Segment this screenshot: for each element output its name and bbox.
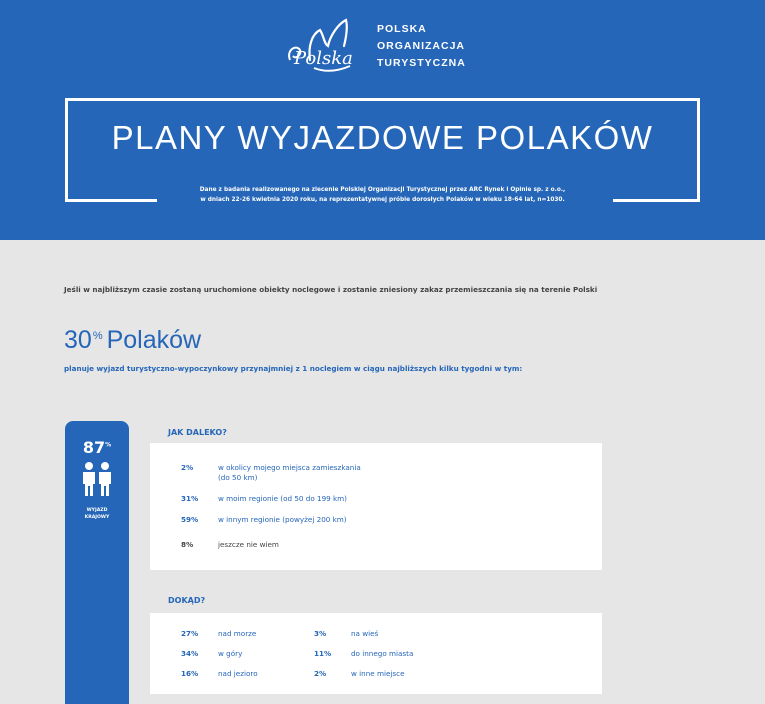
header-banner <box>0 0 765 240</box>
distance-percent: 31% <box>181 494 199 503</box>
destination-row <box>181 649 311 659</box>
destination-label: nad jezioro <box>218 669 258 678</box>
intro-text: Jeśli w najbliższym czasie zostaną uruchomione obiekty noclegowe i zostanie zniesiony zakaz przemieszczania się na terenie Polski <box>64 285 598 294</box>
organization-name <box>377 21 466 72</box>
destination-label: w inne miejsce <box>351 669 405 678</box>
headline-description: planuje wyjazd turystyczno-wypoczynkowy przynajmniej z 1 noclegiem w ciągu najbliższych kilku tygodni w tym: <box>64 364 523 373</box>
distance-label <box>218 463 361 483</box>
distance-card <box>150 443 602 570</box>
destination-row <box>181 629 311 639</box>
headline-stat <box>64 326 201 355</box>
headline-number: 30 <box>64 326 92 354</box>
domestic-percent <box>65 438 129 457</box>
distance-percent: 59% <box>181 515 199 524</box>
distance-title: JAK DALEKO? <box>168 428 227 437</box>
distance-row <box>181 463 441 483</box>
destination-label: nad morze <box>218 629 257 638</box>
domestic-label <box>65 507 129 521</box>
distance-percent: 2% <box>181 463 194 472</box>
svg-text:Polska: Polska <box>294 48 353 69</box>
distance-label-line: w okolicy mojego miejsca zamieszkania <box>218 463 361 472</box>
destination-percent: 2% <box>314 669 327 678</box>
headline-unit: % <box>92 329 103 342</box>
destination-label: na wieś <box>351 629 379 638</box>
page-title: PLANY WYJAZDOWE POLAKÓW <box>111 119 654 156</box>
destination-row <box>314 629 454 639</box>
headline-text: Polaków <box>106 326 202 354</box>
subtitle <box>0 185 765 205</box>
domestic-label-line: WYJAZD <box>86 508 108 513</box>
destination-row <box>314 649 454 659</box>
polska-logo <box>284 16 364 76</box>
distance-row <box>181 515 441 525</box>
domestic-trip-bar <box>65 421 129 704</box>
domestic-percent-value: 87 <box>82 438 106 457</box>
destination-percent: 3% <box>314 629 327 638</box>
destination-card <box>150 613 602 694</box>
distance-percent: 8% <box>181 540 194 549</box>
distance-row <box>181 494 441 504</box>
org-line: POLSKA <box>377 23 427 35</box>
distance-row <box>181 540 441 550</box>
destination-row <box>181 669 311 679</box>
distance-label: w moim regionie (od 50 do 199 km) <box>218 494 347 503</box>
subtitle-line: w dniach 22-26 kwietnia 2020 roku, na reprezentatywnej próbie dorosłych Polaków w wieku 18-64 lat, n=1030. <box>200 197 565 203</box>
distance-label: jeszcze nie wiem <box>218 540 279 549</box>
destination-percent: 34% <box>181 649 199 658</box>
destination-row <box>314 669 454 679</box>
distance-label-line: (do 50 km) <box>218 473 258 482</box>
destination-percent: 11% <box>314 649 332 658</box>
destination-label: do innego miasta <box>351 649 414 658</box>
org-line: ORGANIZACJA <box>377 40 466 52</box>
domestic-percent-unit: % <box>105 441 112 449</box>
distance-label: w innym regionie (powyżej 200 km) <box>218 515 347 524</box>
destination-percent: 27% <box>181 629 199 638</box>
org-line: TURYSTYCZNA <box>377 57 466 69</box>
subtitle-line: Dane z badania realizowanego na zlecenie Polskiej Organizacji Turystycznej przez ARC Rynek i Opinie sp. z o.o., <box>199 187 566 193</box>
domestic-label-line: KRAJOWY <box>84 515 110 520</box>
destination-label: w góry <box>218 649 243 658</box>
destination-title: DOKĄD? <box>168 596 206 605</box>
destination-percent: 16% <box>181 669 199 678</box>
people-icon <box>79 461 115 497</box>
